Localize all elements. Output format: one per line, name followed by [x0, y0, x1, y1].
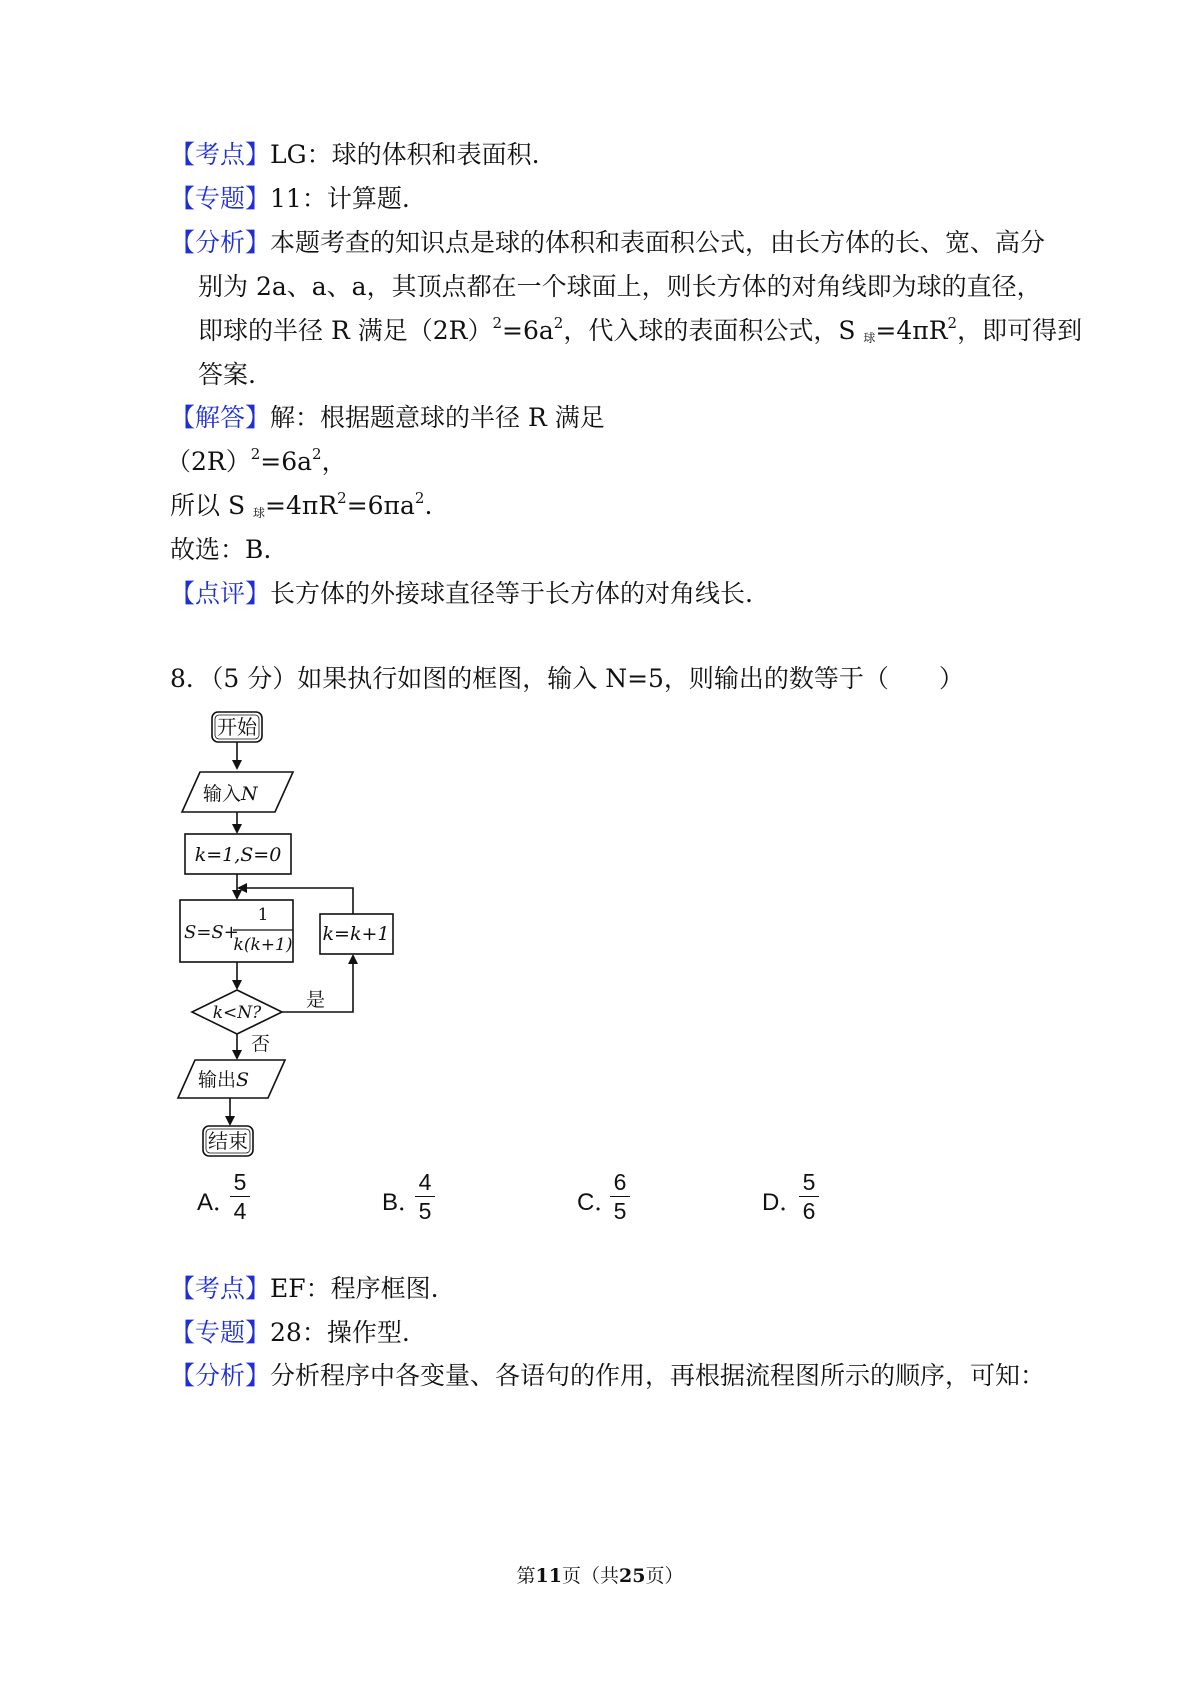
fenxi-text1: 本题考查的知识点是球的体积和表面积公式，由长方体的长、宽、高分 [270, 228, 1046, 257]
option-b-label[interactable]: B． [382, 1189, 423, 1216]
fenxi-line3-b: =6a [502, 316, 554, 345]
eq2-d: . [424, 491, 433, 520]
eq1-sup: 2 [250, 445, 261, 463]
kaodian-tag: 【考点】 [170, 140, 271, 169]
option-d-label[interactable]: D． [762, 1189, 804, 1216]
option-a-label[interactable]: A． [197, 1189, 238, 1216]
eq1-c: ， [321, 447, 347, 476]
fenxi-text-2: 分析程序中各变量、各语句的作用，再根据流程图所示的顺序，可知： [270, 1361, 1046, 1390]
eq1-a: （2R） [166, 447, 251, 476]
increment-label: k=k+1 [322, 923, 390, 945]
kaodian-line-2 [170, 1272, 439, 1306]
fenxi-line4: 答案. [198, 360, 256, 389]
dianping-text: 长方体的外接球直径等于长方体的对角线长. [270, 579, 753, 608]
fenxi-tag-2: 【分析】 [170, 1361, 271, 1390]
option-a-den: 4 [233, 1198, 247, 1224]
fenxi-line3 [198, 314, 1082, 348]
init-label: k=1,S=0 [194, 844, 282, 866]
fenxi-sub: 球 [863, 331, 876, 345]
start-label: 开始 [217, 715, 257, 739]
fenxi-line-2 [170, 1359, 1045, 1393]
footer-pre: 第 [516, 1565, 536, 1587]
option-c-fraction[interactable] [610, 1170, 630, 1223]
assign-lhs: S=S+ [184, 922, 239, 943]
equation-1 [166, 445, 347, 479]
assign-numerator: 1 [257, 905, 269, 925]
page-total: 25 [619, 1565, 646, 1587]
option-d-fraction[interactable] [799, 1170, 819, 1223]
option-b-num: 4 [418, 1169, 432, 1195]
footer-mid: 页（共 [561, 1565, 619, 1587]
answer-line: 故选：B. [170, 535, 272, 564]
zhuanti-text: 11：计算题. [270, 184, 410, 213]
page-number: 11 [535, 1565, 562, 1587]
fenxi-tag: 【分析】 [170, 228, 271, 257]
yes-label: 是 [306, 989, 326, 1011]
fenxi-line3-a: 即球的半径 R 满足（2R） [198, 316, 493, 345]
eq1-sup: 2 [312, 445, 322, 463]
option-b-fraction[interactable] [415, 1170, 435, 1223]
eq2-c: =6πa [346, 491, 415, 520]
option-a-fraction[interactable] [230, 1170, 250, 1223]
option-d-num: 5 [802, 1169, 816, 1195]
eq2-b: =4πR [265, 491, 338, 520]
option-c-den: 5 [613, 1198, 627, 1224]
fenxi-line3-c: ，代入球的表面积公式，S [563, 316, 864, 345]
jieda-text: 解：根据题意球的半径 R 满足 [270, 403, 605, 432]
loop-back-line [239, 888, 353, 914]
assign-denominator: k(k+1) [233, 935, 293, 955]
kaodian-tag-2: 【考点】 [170, 1274, 271, 1303]
fenxi-line1 [170, 226, 1045, 260]
option-b-den: 5 [418, 1198, 432, 1224]
fenxi-sup: 2 [947, 314, 958, 332]
dianping-line [170, 577, 753, 611]
no-label: 否 [251, 1033, 271, 1055]
question-8-stem: 8．（5 分）如果执行如图的框图，输入 N=5，则输出的数等于（ ） [170, 664, 964, 693]
zhuanti-line-2 [170, 1316, 410, 1350]
zhuanti-line [170, 182, 410, 216]
kaodian-line [170, 138, 540, 172]
option-c-num: 6 [613, 1169, 627, 1195]
zhuanti-tag-2: 【专题】 [170, 1318, 271, 1347]
condition-label: k<N? [212, 1003, 262, 1023]
zhuanti-text-2: 28：操作型. [270, 1318, 410, 1347]
fenxi-line3-d: =4πR [875, 316, 948, 345]
page-footer [0, 1561, 1200, 1588]
eq2-sup: 2 [414, 489, 425, 507]
eq1-b: =6a [260, 447, 313, 476]
input-label: 输入N [203, 783, 258, 805]
flowchart [160, 700, 600, 1170]
jieda-tag: 【解答】 [170, 403, 271, 432]
option-a-num: 5 [233, 1169, 247, 1195]
zhuanti-tag: 【专题】 [170, 184, 271, 213]
fenxi-sup: 2 [492, 314, 502, 332]
fenxi-line2: 别为 2a、a、a，其顶点都在一个球面上，则长方体的对角线即为球的直径， [198, 272, 1042, 301]
fenxi-sup: 2 [553, 314, 564, 332]
end-label: 结束 [208, 1129, 248, 1153]
eq2-sub: 球 [253, 506, 266, 520]
eq2-a: 所以 S [170, 491, 254, 520]
eq2-sup: 2 [337, 489, 347, 507]
jieda-line [170, 401, 605, 435]
equation-2 [170, 489, 432, 523]
fenxi-line3-e: ，即可得到 [957, 316, 1083, 345]
dianping-tag: 【点评】 [170, 579, 271, 608]
footer-post: 页） [645, 1565, 684, 1587]
output-label: 输出S [198, 1069, 250, 1091]
option-d-den: 6 [802, 1198, 816, 1224]
option-c-label[interactable]: C． [577, 1189, 619, 1216]
kaodian-text: LG：球的体积和表面积. [270, 140, 540, 169]
kaodian-text-2: EF：程序框图. [270, 1274, 439, 1303]
